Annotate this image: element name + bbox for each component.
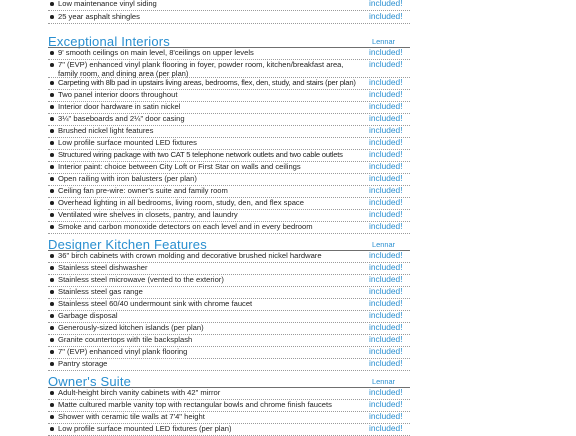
feature-text: Low profile surface mounted LED fixtures (per plan) [58, 424, 232, 433]
feature-text: Matte cultured marble vanity top with rectangular bowls and chrome finish faucets [58, 400, 332, 409]
feature-text: Stainless steel dishwasher [58, 263, 148, 272]
list-item [48, 48, 410, 60]
included-label: included! [369, 11, 403, 21]
list-item [48, 424, 410, 436]
feature-text: 7" (EVP) enhanced vinyl plank flooring in foyer, powder room, kitchen/breakfast area, family room, and dining area (per plan) [58, 60, 344, 78]
list-item [48, 323, 410, 335]
feature-text: 3¼" baseboards and 2¼" door casing [58, 114, 185, 123]
feature-text: Ceiling fan pre-wire: owner's suite and family room [58, 186, 228, 195]
bullet-icon [50, 51, 54, 55]
list-item [48, 210, 410, 222]
feature-text: Garbage disposal [58, 311, 118, 320]
included-label: included! [369, 47, 403, 57]
feature-text: Interior paint: choice between City Loft or First Star on walls and ceilings [58, 162, 301, 171]
feature-text: Generously-sized kitchen islands (per plan) [58, 323, 204, 332]
brand-column-label: Lennar [372, 377, 396, 386]
feature-text: Two panel interior doors throughout [58, 90, 178, 99]
bullet-icon [50, 153, 54, 157]
feature-text: Carpeting with 8lb pad in upstairs living areas, bedrooms, flex, den, study, and stairs (per plan) [58, 78, 356, 87]
list-item [48, 114, 410, 126]
included-label: included! [369, 113, 403, 123]
bullet-icon [50, 189, 54, 193]
list-item [48, 388, 410, 400]
feature-text: Stainless steel gas range [58, 287, 143, 296]
bullet-icon [50, 403, 54, 407]
section-title: Designer Kitchen Features [48, 237, 207, 252]
included-label: included! [369, 322, 403, 332]
bullet-icon [50, 391, 54, 395]
feature-text: 9' smooth ceilings on main level, 8'ceilings on upper levels [58, 48, 254, 57]
feature-text: 7" (EVP) enhanced vinyl plank flooring [58, 347, 188, 356]
bullet-icon [50, 2, 54, 6]
list-item [48, 102, 410, 114]
brand-column-label: Lennar [372, 37, 396, 46]
bullet-icon [50, 254, 54, 258]
list-item [48, 78, 410, 90]
bullet-icon [50, 225, 54, 229]
list-item [48, 12, 410, 24]
feature-text: Interior door hardware in satin nickel [58, 102, 181, 111]
included-label: included! [369, 221, 403, 231]
bullet-icon [50, 278, 54, 282]
bullet-icon [50, 81, 54, 85]
included-label: included! [369, 346, 403, 356]
list-item [48, 251, 410, 263]
included-label: included! [369, 137, 403, 147]
bullet-icon [50, 129, 54, 133]
feature-text: Brushed nickel light features [58, 126, 154, 135]
included-label: included! [369, 185, 403, 195]
bullet-icon [50, 362, 54, 366]
list-item [48, 162, 410, 174]
bullet-icon [50, 63, 54, 67]
list-item [48, 287, 410, 299]
bullet-icon [50, 302, 54, 306]
included-label: included! [369, 0, 403, 8]
included-label: included! [369, 77, 403, 87]
list-item [48, 335, 410, 347]
bullet-icon [50, 141, 54, 145]
included-label: included! [369, 209, 403, 219]
list-item [48, 359, 410, 371]
included-label: included! [369, 310, 403, 320]
bullet-icon [50, 201, 54, 205]
list-item [48, 174, 410, 186]
list-item [48, 126, 410, 138]
section-title: Exceptional Interiors [48, 34, 170, 49]
feature-text: Ventilated wire shelves in closets, pantry, and laundry [58, 210, 238, 219]
included-label: included! [369, 358, 403, 368]
feature-text: Pantry storage [58, 359, 108, 368]
feature-text: Open railing with iron balusters (per plan) [58, 174, 197, 183]
feature-text: Smoke and carbon monoxide detectors on each level and in every bedroom [58, 222, 313, 231]
included-label: included! [369, 197, 403, 207]
included-label: included! [369, 298, 403, 308]
included-label: included! [369, 161, 403, 171]
bullet-icon [50, 117, 54, 121]
list-item [48, 299, 410, 311]
included-label: included! [369, 250, 403, 260]
included-label: included! [369, 89, 403, 99]
included-label: included! [369, 399, 403, 409]
feature-text: Low maintenance vinyl siding [58, 0, 157, 8]
brand-column-label: Lennar [372, 240, 396, 249]
feature-text: Overhead lighting in all bedrooms, living room, study, den, and flex space [58, 198, 304, 207]
bullet-icon [50, 177, 54, 181]
included-label: included! [369, 173, 403, 183]
feature-text: 25 year asphalt shingles [58, 12, 140, 21]
included-label: included! [369, 59, 403, 69]
feature-text: Granite countertops with tile backsplash [58, 335, 193, 344]
feature-text: Low profile surface mounted LED fixtures [58, 138, 197, 147]
list-item [48, 186, 410, 198]
bullet-icon [50, 105, 54, 109]
bullet-icon [50, 338, 54, 342]
list-item [48, 347, 410, 359]
bullet-icon [50, 415, 54, 419]
bullet-icon [50, 427, 54, 431]
list-item [48, 60, 410, 78]
list-item [48, 275, 410, 287]
feature-text: Stainless steel microwave (vented to the exterior) [58, 275, 224, 284]
bullet-icon [50, 350, 54, 354]
bullet-icon [50, 326, 54, 330]
included-label: included! [369, 101, 403, 111]
bullet-icon [50, 290, 54, 294]
list-item [48, 263, 410, 275]
bullet-icon [50, 266, 54, 270]
list-item [48, 138, 410, 150]
feature-text: Shower with ceramic tile walls at 7'4" height [58, 412, 205, 421]
feature-text: Adult-height birch vanity cabinets with 42" mirror [58, 388, 221, 397]
feature-text: Stainless steel 60/40 undermount sink with chrome faucet [58, 299, 253, 308]
list-item [48, 400, 410, 412]
bullet-icon [50, 15, 54, 19]
feature-text: 36" birch cabinets with crown molding and decorative brushed nickel hardware [58, 251, 322, 260]
included-label: included! [369, 411, 403, 421]
list-item [48, 412, 410, 424]
list-item [48, 0, 410, 11]
feature-text: Structured wiring package with two CAT 5 telephone network outlets and two cable outlets [58, 150, 343, 159]
included-label: included! [369, 423, 403, 433]
bullet-icon [50, 165, 54, 169]
list-item [48, 150, 410, 162]
included-label: included! [369, 286, 403, 296]
included-label: included! [369, 149, 403, 159]
bullet-icon [50, 93, 54, 97]
bullet-icon [50, 213, 54, 217]
included-label: included! [369, 334, 403, 344]
list-item [48, 311, 410, 323]
included-label: included! [369, 274, 403, 284]
included-label: included! [369, 262, 403, 272]
list-item [48, 222, 410, 234]
list-item [48, 198, 410, 210]
list-item [48, 90, 410, 102]
bullet-icon [50, 314, 54, 318]
included-label: included! [369, 387, 403, 397]
included-label: included! [369, 125, 403, 135]
section-title: Owner's Suite [48, 374, 132, 389]
